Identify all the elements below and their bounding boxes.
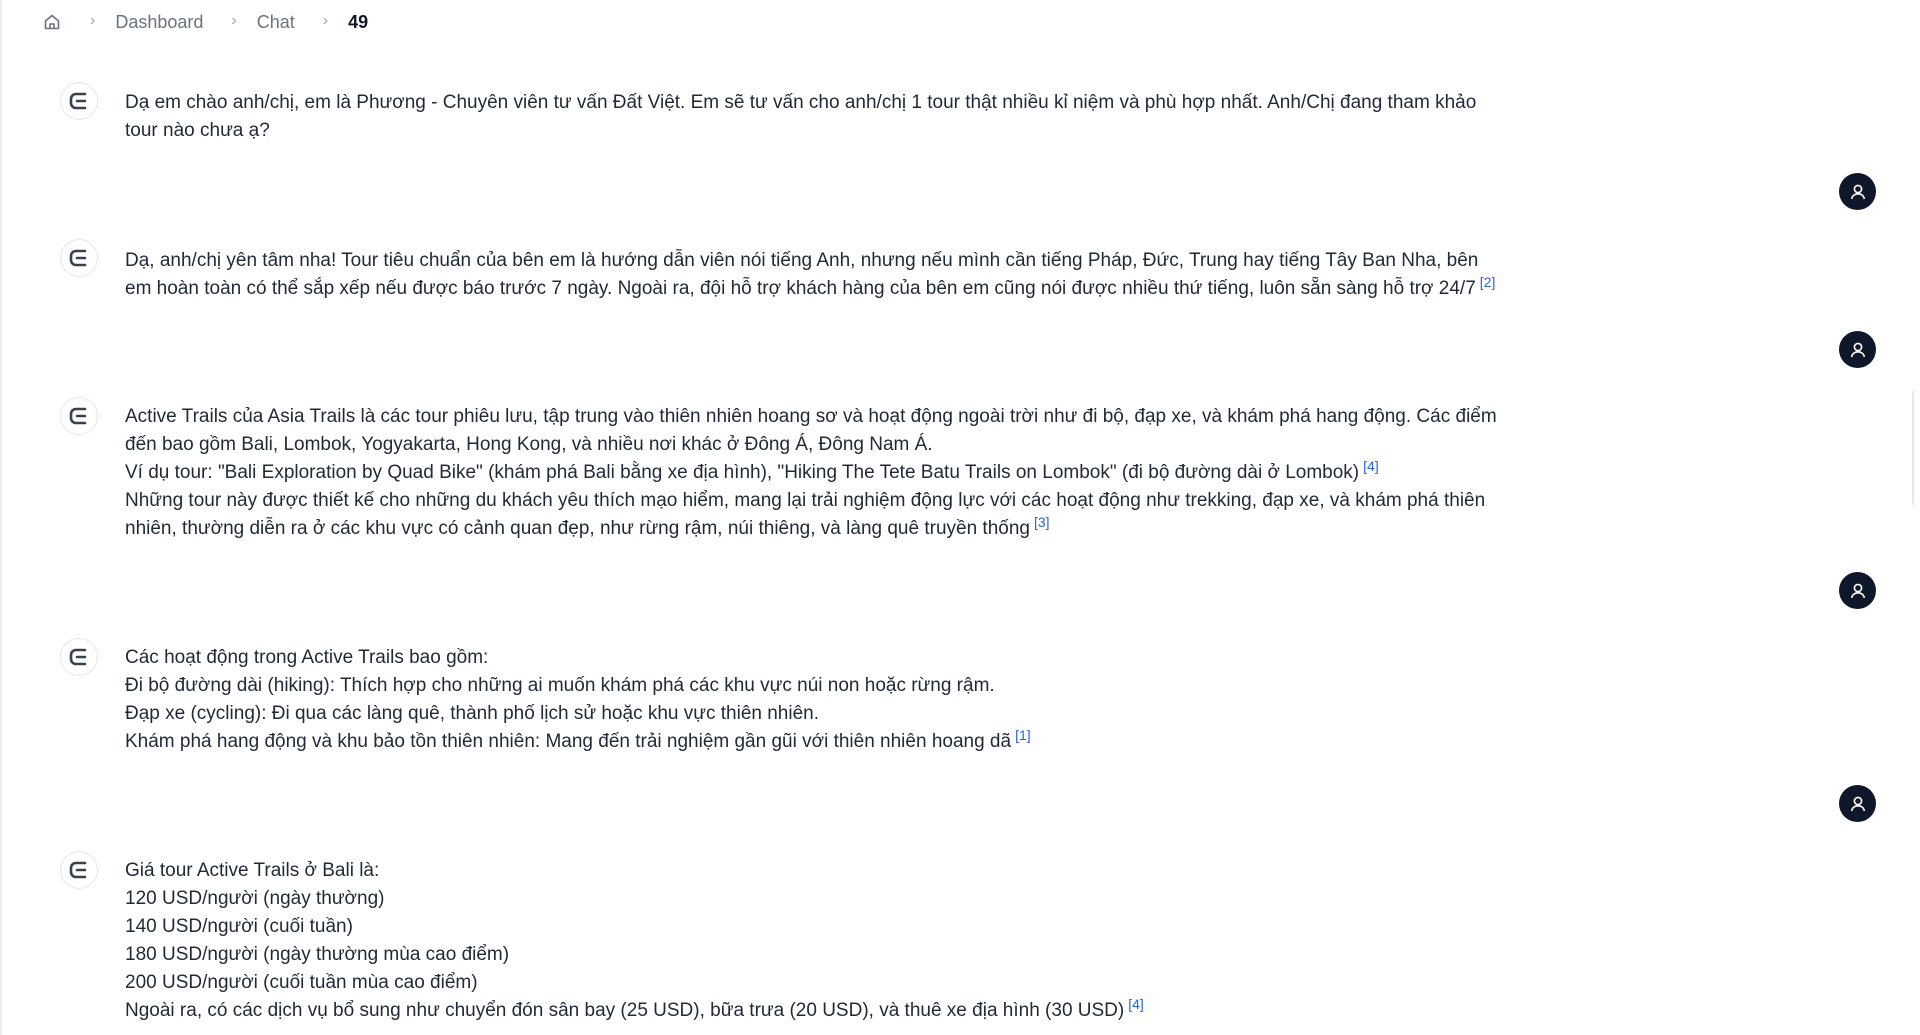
bot-logo-icon bbox=[60, 638, 98, 676]
message-line: 120 USD/người (ngày thường) bbox=[125, 888, 385, 909]
message-line: Các hoạt động trong Active Trails bao gồm: bbox=[125, 647, 489, 668]
chevron-right-icon: › bbox=[90, 12, 96, 29]
message-line-text: nhiên, thường diễn ra ở các khu vực có cảnh quan đẹp, như rừng rậm, núi thiêng, và làng quê truyền thống bbox=[125, 518, 1030, 539]
chevron-right-icon: › bbox=[322, 12, 329, 29]
message-line: Đạp xe (cycling): Đi qua các làng quê, thành phố lịch sử hoặc khu vực thiên nhiên. bbox=[125, 703, 820, 724]
citation-link[interactable]: [1] bbox=[1015, 726, 1031, 743]
bot-logo-icon bbox=[60, 239, 98, 277]
citation-link[interactable]: [4] bbox=[1128, 995, 1144, 1012]
bot-message-text bbox=[125, 857, 1545, 1025]
breadcrumb-dashboard[interactable]: Dashboard bbox=[115, 11, 204, 32]
bot-logo-icon bbox=[60, 397, 98, 435]
message-line: Đi bộ đường dài (hiking): Thích hợp cho những ai muốn khám phá các khu vực núi non hoặc rừng rậm. bbox=[125, 675, 995, 696]
user-icon bbox=[1839, 331, 1876, 368]
message-line: Dạ em chào anh/chị, em là Phương - Chuyên viên tư vấn Đất Việt. Em sẽ tư vấn cho anh/chị 1 tour thật nhiều kỉ niệm và phù hợp nhất. Anh/Chị đang tham khảo bbox=[125, 92, 1477, 113]
user-icon bbox=[1839, 572, 1876, 609]
home-icon[interactable] bbox=[42, 12, 62, 32]
bot-message-text bbox=[125, 247, 1545, 303]
citation-link[interactable]: [4] bbox=[1363, 457, 1379, 474]
message-line bbox=[125, 997, 1545, 1025]
message-line: Giá tour Active Trails ở Bali là: bbox=[125, 860, 380, 881]
message-line: 200 USD/người (cuối tuần mùa cao điểm) bbox=[125, 972, 478, 993]
message-line: Dạ, anh/chị yên tâm nha! Tour tiêu chuẩn của bên em là hướng dẫn viên nói tiếng Anh, nhưng nếu mình cần tiếng Pháp, Đức, Trung hay tiếng Tây Ban Nha, bên bbox=[125, 250, 1479, 271]
message-line: Những tour này được thiết kế cho những du khách yêu thích mạo hiểm, mang lại trải nghiệm động lực với các hoạt động như trekking, đạp xe, và khám phá thiên bbox=[125, 490, 1486, 511]
chevron-right-icon: › bbox=[231, 12, 237, 29]
bot-message-text bbox=[125, 644, 1545, 756]
bot-logo-icon bbox=[60, 851, 98, 889]
bot-message-text bbox=[125, 403, 1545, 543]
message-line: Active Trails của Asia Trails là các tour phiêu lưu, tập trung vào thiên nhiên hoang sơ và hoạt động ngoài trời như đi bộ, đạp xe, và khám phá hang động. Các điểm bbox=[125, 406, 1497, 427]
citation-link[interactable]: [3] bbox=[1033, 513, 1050, 530]
message-line: 140 USD/người (cuối tuần) bbox=[125, 916, 353, 937]
message-line: đến bao gồm Bali, Lombok, Yogyakarta, Hong Kong, và nhiều nơi khác ở Đông Á, Đông Nam Á. bbox=[125, 434, 933, 455]
scrollbar[interactable] bbox=[1912, 388, 1920, 508]
breadcrumb-chat[interactable]: Chat bbox=[256, 11, 295, 32]
user-icon bbox=[1839, 173, 1876, 210]
user-icon bbox=[1839, 785, 1876, 822]
message-line-text: em hoàn toàn có thể sắp xếp nếu được báo trước 7 ngày. Ngoài ra, đội hỗ trợ khách hàng của bên em cũng nói được nhiều thứ tiếng, luôn sẵn sàng hỗ trợ 24/7 bbox=[125, 278, 1476, 299]
breadcrumb bbox=[42, 10, 368, 34]
message-line: 180 USD/người (ngày thường mùa cao điểm) bbox=[125, 944, 510, 965]
bot-message-text bbox=[125, 89, 1545, 145]
bot-logo-icon bbox=[60, 82, 98, 120]
citation-link[interactable]: [2] bbox=[1479, 273, 1496, 290]
message-line bbox=[125, 459, 1545, 487]
message-line bbox=[125, 728, 1545, 756]
message-line-text: Khám phá hang động và khu bảo tồn thiên nhiên: Mang đến trải nghiệm gần gũi với thiên nhiên hoang dã bbox=[125, 731, 1012, 752]
message-line: tour nào chưa ạ? bbox=[125, 120, 270, 141]
message-line-text: Ví dụ tour: "Bali Exploration by Quad Bike" (khám phá Bali bằng xe địa hình), "Hiking The Tete Batu Trails on Lombok" (đi bộ đường dài ở Lombok) bbox=[125, 462, 1360, 483]
breadcrumb-current: 49 bbox=[348, 11, 369, 32]
message-line bbox=[125, 515, 1545, 543]
message-line-text: Ngoài ra, có các dịch vụ bổ sung như chuyển đón sân bay (25 USD), bữa trưa (20 USD), và thuê xe địa hình (30 USD) bbox=[125, 1000, 1125, 1021]
message-line bbox=[125, 275, 1545, 303]
